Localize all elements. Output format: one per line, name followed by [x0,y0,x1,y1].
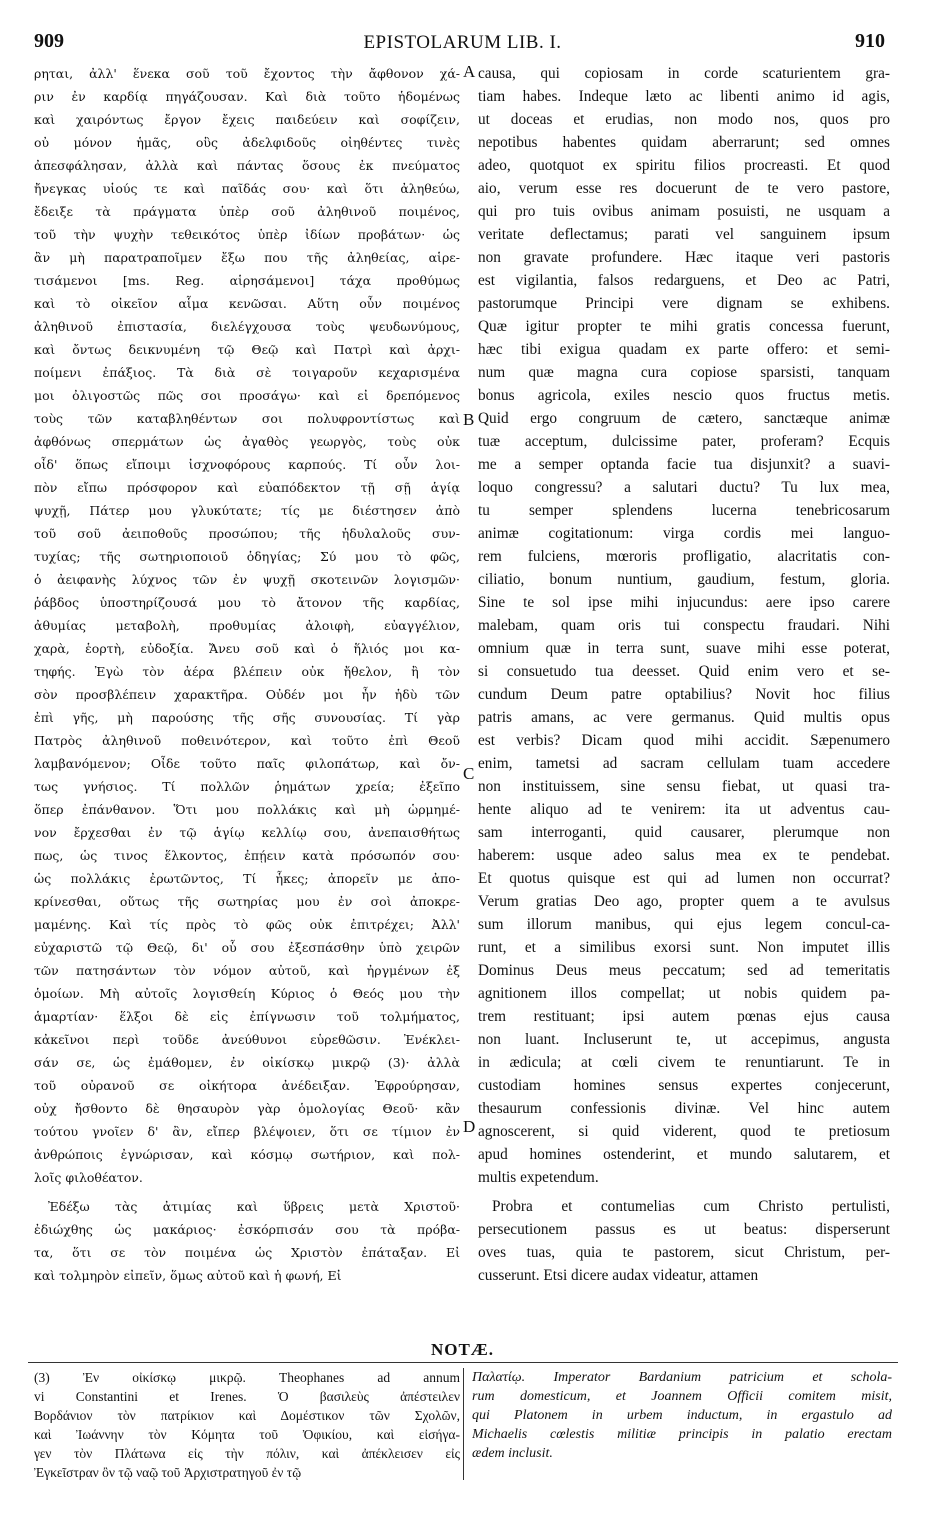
text-line: aio, verum esse res docuerunt de te vero pastore, [478,180,890,197]
text-line: rum domesticum, et Joannem Officii comitem misit, [472,1389,892,1404]
text-line: ὡς πολλάκις ἐρωτῶντος, Τί ἧκες; ἀπορεῖν με ἀπο- [34,871,460,886]
text-line: τως γνήσιος. Τί πολλῶν ῥημάτων χρεία; ἐξεῖπο [34,779,460,794]
text-line: τοῦ σοῦ ἀειποθοῦς προσώπου; τῆς ἡδυλαλοῦς συν- [34,526,460,541]
text-line: ἀληθινοῦ ἐπιστασία, διελέγχουσα τοὺς ψευδωνύμους, [34,319,460,334]
text-line: σάν σε, ὡς ἐμάθομεν, ἐν οἰκίσκῳ μικρῷ (3)· ἀλλὰ [34,1055,460,1070]
text-line: πὸν εἴπω πρόσφορον καὶ εὐαπόδεκτον τῇ σῇ ἁγίᾳ [34,480,460,495]
text-line: non gravate profundere. Hæc itaque veri pastoris [478,249,890,266]
text-line: τυχίας; τῆς σωτηριοποιοῦ ὁδηγίας; Σύ μου τὸ φῶς, [34,549,460,564]
text-line: ἐπὶ γῆς, μὴ παρούσης τῆς σῆς συνουσίας. Τί γὰρ [34,710,460,725]
text-line: agnitionem illos compellat; ut nobis quidem pa- [478,985,890,1002]
text-line: vi Constantini et Irenes. Ὁ βασιλεὺς ἀπέστειλεν [34,1389,460,1404]
text-line: ἤνεγκας υἱούς τε καὶ παῖδάς σου· καὶ ὅτι ἀληθεύω, [34,181,460,196]
text-line: ὅπερ ἐπάνθανον. Ὅτι μου πολλάκις καὶ μὴ ὡρμημέ- [34,802,460,817]
text-line: ἂν μὴ παρατραποῖμεν ἔξω που τῆς ἀληθείας, αἱρε- [34,250,460,265]
text-line: qui pro tuis ovibus animam posuisti, ne usquam a [478,203,890,220]
text-line: bonus agricola, exiles nescio quos fructus metis. [478,387,890,404]
text-line: ἀπεσφάλησαν, ἀλλὰ καὶ πάντας ὅσους ἐκ πνεύματος [34,158,460,173]
text-line: non luant. Incluserunt te, ut accepimus, angusta [478,1031,890,1048]
text-line: in ædicula; at cœli civem te renuntiarunt. Te in [478,1054,890,1071]
text-line: κἀκεῖνοι περὶ τοῦδε ἀνεύθυνοι εὑρεθῶσιν. Ἐνέκλει- [34,1032,460,1047]
margin-marker-b: B [463,410,475,429]
text-line: ὁμοίων. Μὴ αὐτοῖς λογισθείη Κύριος ὁ Θεός μου τὴν [34,986,460,1001]
page-number-right: 910 [855,30,885,52]
text-line: Ἐδέξω τὰς ἀτιμίας καὶ ὕβρεις μετὰ Χριστοῦ· [48,1199,460,1214]
text-line: patris amans, ac vere germanus. Quid multis opus [478,709,890,726]
text-line: ciliatio, bonum nuntium, gaudium, festum, gloria. [478,571,890,588]
text-line: ὁ ἀειφανὴς λύχνος τῶν ἐν ψυχῇ σκοτεινῶν λογισμῶν· [34,572,460,587]
text-line: σὸν προσβλέπειν χαρακτῆρα. Οὐδέν μοι ἦν ἡδὺ τῶν [34,687,460,702]
text-line: Βορδάνιον τὸν πατρίκιον καὶ Δομέστικον τῶν Σχολῶν, [34,1408,460,1423]
text-line: χαρὰ, ἑορτὴ, εὐδοξία. Ἄνευ σοῦ καὶ ὁ ἥλιός μοι κα- [34,641,460,656]
text-line: τοῦ οὐρανοῦ σε οἰκήτορα ἀνέδειξαν. Ἐφρούρησαν, [34,1078,460,1093]
text-line: custodiam homines sensus expertes conjecerunt, [478,1077,890,1094]
text-line: ἔδειξε τὰ πράγματα ὑπὲρ σοῦ ἀληθινοῦ ποιμένος, [34,204,460,219]
text-line: hente aliquo ad te venirem: ita ut adventus cau- [478,801,890,818]
text-line: me a semper optanda facie tua disjunxit? a suavi- [478,456,890,473]
text-line: ῥάβδος ὑποστηρίζουσά μου τὸ ἄτονον τῆς καρδίας, [34,595,460,610]
text-line: οἶδ' ὅπως εἴποιμι ἰσχνοφόρους καρπούς. Τί οὖν λοι- [34,457,460,472]
text-line: τισάμενοι [ms. Reg. αἱρησάμενοι] τάχα προθύμως [34,273,460,288]
text-line: ἀθυμίας μεταβολὴ, προθυμίας ἀλοιφὴ, εὐαγγέλιον, [34,618,460,633]
margin-marker-a: A [463,62,476,81]
text-line: εὐχαριστῶ τῷ Θεῷ, δι' οὗ σου ἐξεσπάσθην ὑπὸ χειρῶν [34,940,460,955]
notes-right-column [472,1368,892,1463]
text-line: ριν ἐν καρδίᾳ πηγάζουσαν. Καὶ διὰ τοῦτο ἡδομένως [34,89,460,104]
notes-column-divider [463,1368,464,1480]
text-line: λαμβανόμενον; Οἶδε τοῦτο παῖς φιλοπάτωρ, καὶ ὄν- [34,756,460,771]
text-line: tuæ acceptum, dulcissime pater, proferam? Ecquis [478,433,890,450]
text-line: veritate deflectamus; parati vel sanguinem ipsum [478,226,890,243]
text-line: Ἐγκεῖστραν ὂν τῷ ναῷ τοῦ Ἀρχιστρατηγοῦ ἐν τῷ [34,1465,302,1480]
text-line: rem fulciens, mœroris profligatio, alacritatis con- [478,548,890,565]
text-line: non instituissem, sine sensu fiebat, ut quasi tra- [478,778,890,795]
text-line: Quæ igitur propter te mihi gratis concessa fuerunt, [478,318,890,335]
text-line: μοι ὀλιγοστῶς πῶς σοι προσάγω· καὶ εἰ δρεπόμενος [34,388,460,403]
text-line: Verum gratias Deo ago, propter quem a te avulsus [478,893,890,910]
text-line: nepotibus habentes quidam aberrarunt; sed omnes [478,134,890,151]
text-line: haberem: usque adeo salus mea ex te pendebat. [478,847,890,864]
text-line: est verbis? Dicam quod mihi accidit. Sæpenumero [478,732,890,749]
text-line: (3) Ἐν οἰκίσκῳ μικρῷ. Theophanes ad annum [34,1370,460,1385]
text-line: ἀνθρώποις ἐγνώρισαν, καὶ κόσμῳ σωτήριον, καὶ πολ- [34,1147,460,1162]
text-line: multis expetendum. [478,1169,599,1186]
text-line: ρηται, ἀλλ' ἕνεκα σοῦ τοῦ ἔχοντος τὴν ἄφθονον χά- [34,66,460,81]
text-line: ποίμενι ἐπάξιος. Τὰ διὰ σὲ τοιγαροῦν κεχαρισμένα [34,365,460,380]
text-line: τα, ὅτι σε τὸν ποιμένα ὡς Χριστὸν ἐπάταξαν. Εἰ [34,1245,460,1260]
text-line: τοὺς τῶν καταβληθέντων σοι πολυφροντίστως καὶ [34,411,460,426]
text-line: καὶ τὸ οἰκεῖον αἷμα κενῶσαι. Αὕτη οὖν ποιμένος [34,296,460,311]
text-line: animæ cogitationum: virga cordis mei languo- [478,525,890,542]
text-line: πως, ὡς τινος ἕλκοντος, ἐπῄειν κατὰ πρόσωπόν σου· [34,848,460,863]
page-header [0,30,925,60]
margin-marker-c: C [463,764,475,783]
text-line: νον ἔρχεσθαι ἐν τῷ ἁγίῳ κελλίῳ σου, ἀνεπαισθήτως [34,825,460,840]
text-line: Et quotus quisque est qui ad lumen non occurrat? [478,870,890,887]
text-line: οὐ μόνον ἡμᾶς, οὓς ἀδελφιδοῦς οἰηθέντες τινὲς [34,135,460,150]
text-line: ἐδιώχθης ὡς μακάριος· ἐσκόρπισάν σου τὰ πρόβα- [34,1222,460,1237]
text-line: agnoscerent, si quid viderent, quod te pretiosum [478,1123,890,1140]
text-line: καὶ τολμηρὸν εἰπεῖν, ὅμως αὐτοῦ καὶ ἡ φωνή, Εἰ [34,1268,342,1283]
text-line: malebam, quam oris tui conspectu fraudari. Nihi [478,617,890,634]
text-line: τοῦ τὴν ψυχὴν τεθεικότος ὑπὲρ ἰδίων προβάτων· ὡς [34,227,460,242]
page-number-left: 909 [34,30,64,52]
text-line: τηφής. Ἐγὼ τὸν ἀέρα βλέπειν οὐκ ἤθελον, ἢ τὸν [34,664,460,679]
text-line: Πατρὸς ἀληθινοῦ ποθεινότερον, καὶ τοῦτο ἐπὶ Θεοῦ [34,733,460,748]
text-line: oves tuas, quia te pastorem, sicut Christum, per- [478,1244,890,1261]
text-line: est vigilantia, falsos redarguens, et Deo ac Patri, [478,272,890,289]
text-line: καὶ Ἰωάννην τὸν Κόμητα τοῦ Ὀφικίου, καὶ εἰσήγα- [34,1427,460,1442]
notes-left-column [34,1368,460,1482]
text-line: tiam habes. Indeque læto ac libenti animo id agis, [478,88,890,105]
greek-column [34,62,460,1287]
text-line: ἁμαρτίαν· ἕλξοι δὲ εἰς ἐπίγνωσιν τοῦ τολμήματος, [34,1009,460,1024]
text-line: Παλατίῳ. Imperator Bardanium patricium et schola- [472,1370,892,1385]
text-line: μαμένης. Καὶ τίς πρὸς τὸ φῶς οὐκ ἐπιτρέχει; Ἀλλ' [34,917,460,932]
text-line: τούτου γνοῖεν δ' ἂν, εἴπερ βλέψοιεν, ὅτι σε τίμιον ἐν [34,1124,460,1139]
text-line: pastorumque Principi vere dignam se exhibens. [478,295,890,312]
text-line: Probra et contumelias cum Christo pertulisti, [492,1198,890,1215]
text-line: Sine te sol ipse mihi injucundus: aere ipso carere [478,594,890,611]
margin-marker-d: D [463,1117,476,1136]
text-line: Quid ergo congruum de cætero, sanctæque animæ [478,410,890,427]
text-line: ædem inclusit. [472,1446,553,1461]
running-title: EPISTOLARUM LIB. I. [363,32,562,53]
notes-title: NOTÆ. [430,1340,495,1359]
text-line: omnium quæ in terra sunt, suave mihi esse poterat, [478,640,890,657]
text-line: adeo, quotquot ex spiritu filios procreasti. Et quod [478,157,890,174]
text-line: trem restituant; ipsi autem pœnas ejus causa [478,1008,890,1025]
text-line: cundum Deum patre optabilius? Novit hoc filius [478,686,890,703]
text-line: enim, tametsi ad sacram cellulam tuam accedere [478,755,890,772]
text-line: apud homines ostenderint, et mundo salutarem, et [478,1146,890,1163]
text-line: sum illorum manibus, qui ejus legem concul-ca- [478,916,890,933]
text-line: ψυχῇ, Πάτερ μου γλυκύτατε; τίς με διέστησεν ἀπὸ [34,503,460,518]
text-line: τῶν πατησάντων τὸν νόμον αὐτοῦ, καὶ ἠργμένων ἐξ [34,963,460,978]
text-line: γεν τὸν Πλάτωνα εἰς τὴν πόλιν, καὶ ἀπέκλεισεν εἰς [34,1446,460,1461]
text-line: κρίνεσθαι, οὕτως τῆς σωτηρίας μου ἐν σοὶ ἀποκρε- [34,894,460,909]
text-line: sam interroganti, quid causarer, plerumque non [478,824,890,841]
text-line: ut doceas et erudias, non modo nos, quos pro [478,111,890,128]
notes-divider [28,1362,898,1363]
text-line: καὶ χαιρόντως ἔργον ἔχεις παιδεύειν καὶ σοφίζειν, [34,112,460,127]
text-line: qui Platonem in urbem inductum, in ergastulo ad [472,1408,892,1423]
text-line: runt, et a similibus exorsi sunt. Non imputet illis [478,939,890,956]
text-line: loquo congressu? a salutari ductu? Tu lux mea, [478,479,890,496]
text-line: tu semper splendens lucerna tenebricosarum [478,502,890,519]
text-line: si consuetudo tua deesset. Quid enim vero et se- [478,663,890,680]
text-line: οὐχ ἤσθοντο δὲ θησαυρὸν γὰρ ὁμολογίας Θεοῦ· κἂν [34,1101,460,1116]
text-line: λοῖς φιλοθέατον. [34,1170,143,1185]
text-line: hæc tibi exigua quadam ex parte offero: et semi- [478,341,890,358]
text-line: num quæ magna cura copiose sparsisti, tanquam [478,364,890,381]
text-line: Michaelis cœlestis militiæ principis in palatio erectam [472,1427,892,1442]
text-line: persecutionem passus es ut beatus: disperserunt [478,1221,890,1238]
text-line: cusserunt. Etsi dicere audax videatur, attamen [478,1267,759,1284]
text-line: ἀφθόνως σπερμάτων ὡς ἀγαθὸς γεωργὸς, τοὺς οὐκ [34,434,460,449]
latin-column [478,62,890,1287]
text-line: Dominus Deus meus peccatum; sed ad temeritatis [478,962,890,979]
text-line: causa, qui copiosam in corde scaturientem gra- [478,65,890,82]
text-line: thesaurum confessionis divinæ. Vel hinc autem [478,1100,890,1117]
text-line: καὶ ὄντως δεικνυμένη τῷ Θεῷ καὶ Πατρὶ καὶ ἀρχι- [34,342,460,357]
